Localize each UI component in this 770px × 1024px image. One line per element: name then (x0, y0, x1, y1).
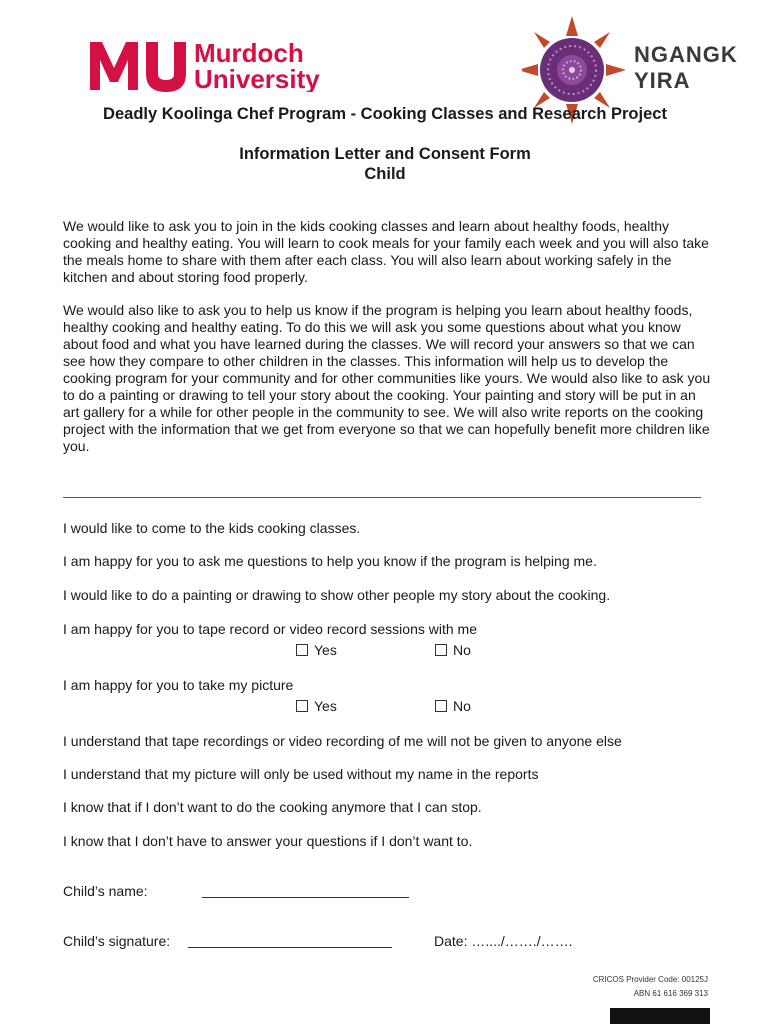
picture-no-option[interactable] (435, 698, 471, 714)
child-signature-field[interactable] (188, 933, 392, 948)
recording-yes-checkbox[interactable] (296, 644, 308, 656)
ngangk-logo-line2: YIRA (634, 68, 691, 93)
picture-yes-option[interactable] (296, 698, 337, 714)
section-divider (63, 497, 701, 498)
statement-recording: I am happy for you to tape record or video record sessions with me (63, 621, 477, 637)
statement-picture-anonymous: I understand that my picture will only be used without my name in the reports (63, 766, 539, 782)
date-field[interactable]: Date: …..../……./……. (434, 933, 573, 949)
child-signature-label: Child’s signature: (63, 933, 171, 949)
statement-can-stop: I know that if I don’t want to do the cooking anymore that I can stop. (63, 799, 482, 815)
form-title: Information Letter and Consent Form (239, 145, 531, 163)
footer-bar (610, 1008, 710, 1024)
child-name-field[interactable] (202, 883, 409, 898)
intro-paragraph: We would like to ask you to join in the kids cooking classes and learn about healthy foods, healthy cooking and healthy eating. You will learn to cook meals for your family each week and you will also take the meals home to share with them after each class. You will also learn about working safely in the kitchen and about storing food properly. (63, 218, 709, 285)
child-name-label: Child’s name: (63, 883, 148, 899)
recording-yes-label: Yes (314, 642, 337, 658)
recording-yes-option[interactable] (296, 642, 337, 658)
abn-number: ABN 61 616 369 313 (633, 989, 708, 998)
mu-logo-mark (90, 42, 186, 92)
cricos-code: CRICOS Provider Code: 00125J (592, 975, 708, 984)
mu-logo-line1: Murdoch (194, 38, 304, 68)
picture-yes-checkbox[interactable] (296, 700, 308, 712)
picture-yes-label: Yes (314, 698, 337, 714)
statement-picture: I am happy for you to take my picture (63, 677, 294, 693)
mu-logo-line2: University (194, 64, 320, 92)
form-subtitle: Child (364, 165, 406, 183)
program-title: Deadly Koolinga Chef Program - Cooking Classes and Research Project (103, 105, 667, 123)
statement-cooking-classes: I would like to come to the kids cooking classes. (63, 520, 361, 536)
murdoch-university-logo (90, 38, 340, 92)
statement-recordings-private: I understand that tape recordings or video recording of me will not be given to anyone else (63, 733, 622, 749)
picture-no-label: No (453, 698, 471, 714)
recording-no-label: No (453, 642, 471, 658)
recording-no-option[interactable] (435, 642, 471, 658)
statement-questions: I am happy for you to ask me questions to help you know if the program is helping me. (63, 553, 597, 569)
picture-no-checkbox[interactable] (435, 700, 447, 712)
recording-no-checkbox[interactable] (435, 644, 447, 656)
statement-no-answer: I know that I don’t have to answer your questions if I don’t want to. (63, 833, 473, 849)
research-paragraph: We would also like to ask you to help us know if the program is helping you learn about healthy foods, healthy cooking and healthy eating. To do this we will ask you some questions about what you know about food and what you have learned during the classes. We will record your answers so that we can see how they compare to other children in the classes. This information will help us to develop the cooking program for your community and for other communities like yours. We would also like to ask you to do a painting or drawing to tell your story about the cooking. Your painting and story will be put in an art gallery for a while for other people in the community to see. We will also write reports on the cooking project with the information that we get from everyone so that we can hopefully benefit more children like you. (63, 302, 711, 454)
ngangk-logo-line1: NGANGK (634, 42, 738, 67)
statement-painting: I would like to do a painting or drawing to show other people my story about the cooking. (63, 587, 611, 603)
